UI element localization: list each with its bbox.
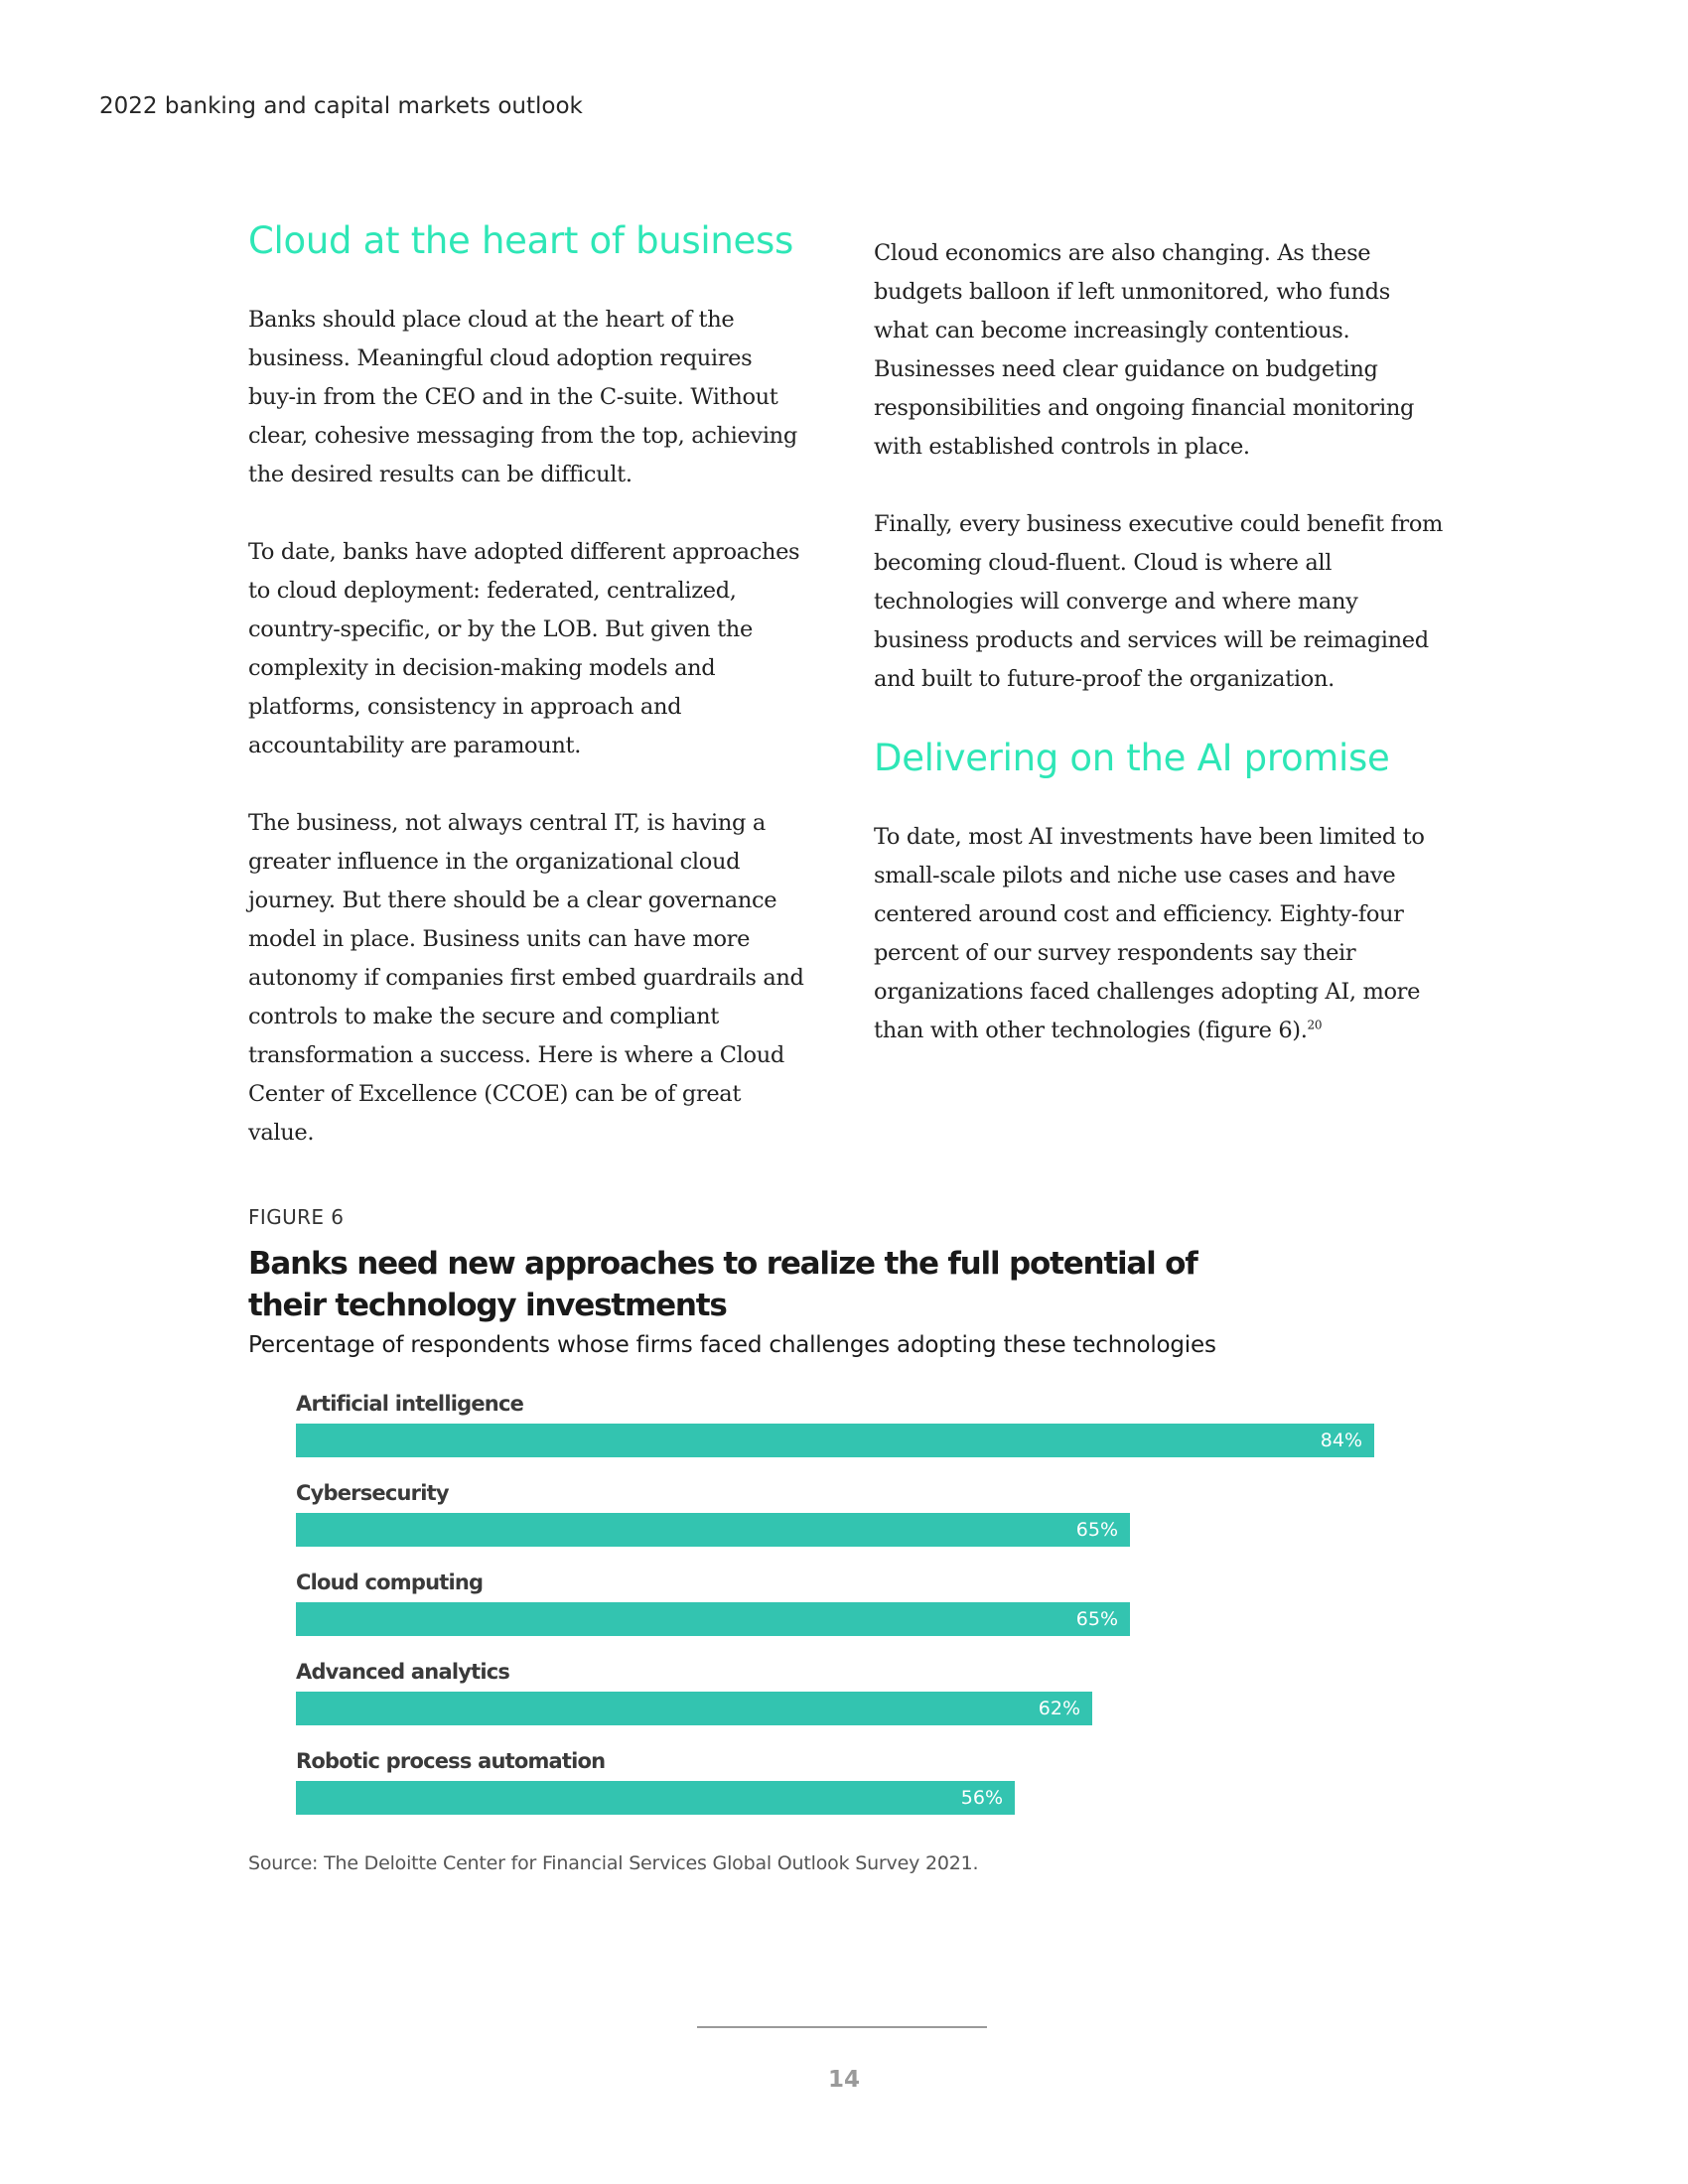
bar-category-label: Advanced analytics	[296, 1660, 510, 1684]
figure-subtitle: Percentage of respondents whose firms faced challenges adopting these technologies	[248, 1332, 1216, 1358]
paragraph-ai	[874, 818, 1450, 1050]
source-note: Source: The Deloitte Center for Financial Services Global Outlook Survey 2021.	[248, 1852, 979, 1874]
section-heading-ai: Delivering on the AI promise	[874, 737, 1390, 779]
bar-category-label: Cloud computing	[296, 1570, 484, 1594]
bar	[296, 1513, 1130, 1547]
bar-value-label: 56%	[960, 1787, 1003, 1809]
running-head: 2022 banking and capital markets outlook	[99, 93, 583, 119]
bar-value-label: 84%	[1320, 1430, 1362, 1451]
paragraph: Finally, every business executive could benefit from becoming cloud-fluent. Cloud is where all technologies will converge and where many business products and services will be reimagined and built to future-proof the organization.	[874, 511, 1444, 692]
bar-row	[296, 1745, 1487, 1835]
bar-row	[296, 1656, 1487, 1745]
bar-value-label: 62%	[1038, 1698, 1080, 1719]
footer-divider	[697, 2026, 987, 2028]
bar-value-label: 65%	[1075, 1519, 1118, 1541]
bar	[296, 1781, 1015, 1815]
bar-chart	[296, 1388, 1487, 1835]
paragraph: The business, not always central IT, is having a greater influence in the organizational cloud journey. But there should be a clear governance model in place. Business units can have more autonomy if companies first embed guardrails and controls to make the secure and compliant transformation a success. Here is where a Cloud Center of Excellence (CCOE) can be of great value.	[248, 809, 804, 1146]
bar-category-label: Artificial intelligence	[296, 1392, 524, 1416]
paragraph: Banks should place cloud at the heart of the business. Meaningful cloud adoption requires buy-in from the CEO and in the C-suite. Without clear, cohesive messaging from the top, achieving the desired results can be difficult.	[248, 306, 797, 487]
bar	[296, 1602, 1130, 1636]
footnote-reference[interactable]: 20	[1307, 1018, 1323, 1032]
section-heading-cloud: Cloud at the heart of business	[248, 219, 793, 262]
paragraph: To date, banks have adopted different approaches to cloud deployment: federated, centralized, country-specific, or by the LOB. But given the complexity in decision-making models and platforms, consistency in approach and accountability are paramount.	[248, 538, 800, 758]
bar	[296, 1692, 1092, 1725]
bar-row	[296, 1567, 1487, 1656]
ai-paragraph-text: To date, most AI investments have been limited to small-scale pilots and niche use cases and have centered around cost and efficiency. Eighty-four percent of our survey respondents say their organizations faced challenges adopting AI, more than with other technologies (figure 6).	[874, 823, 1425, 1043]
bar-row	[296, 1388, 1487, 1477]
paragraph: Cloud economics are also changing. As these budgets balloon if left unmonitored, who funds what can become increasingly contentious. Businesses need clear guidance on budgeting responsibilities and ongoing financial monitoring with established controls in place.	[874, 240, 1415, 460]
page-number: 14	[827, 2067, 860, 2093]
right-column	[874, 234, 1450, 1089]
bar-row	[296, 1477, 1487, 1567]
bar-value-label: 65%	[1075, 1608, 1118, 1630]
figure-label: FIGURE 6	[248, 1205, 345, 1229]
bar-category-label: Cybersecurity	[296, 1481, 449, 1505]
bar	[296, 1424, 1374, 1457]
left-column	[248, 220, 804, 1191]
bar-category-label: Robotic process automation	[296, 1749, 606, 1773]
figure-title: Banks need new approaches to realize the full potential of their technology investments	[248, 1246, 1197, 1323]
